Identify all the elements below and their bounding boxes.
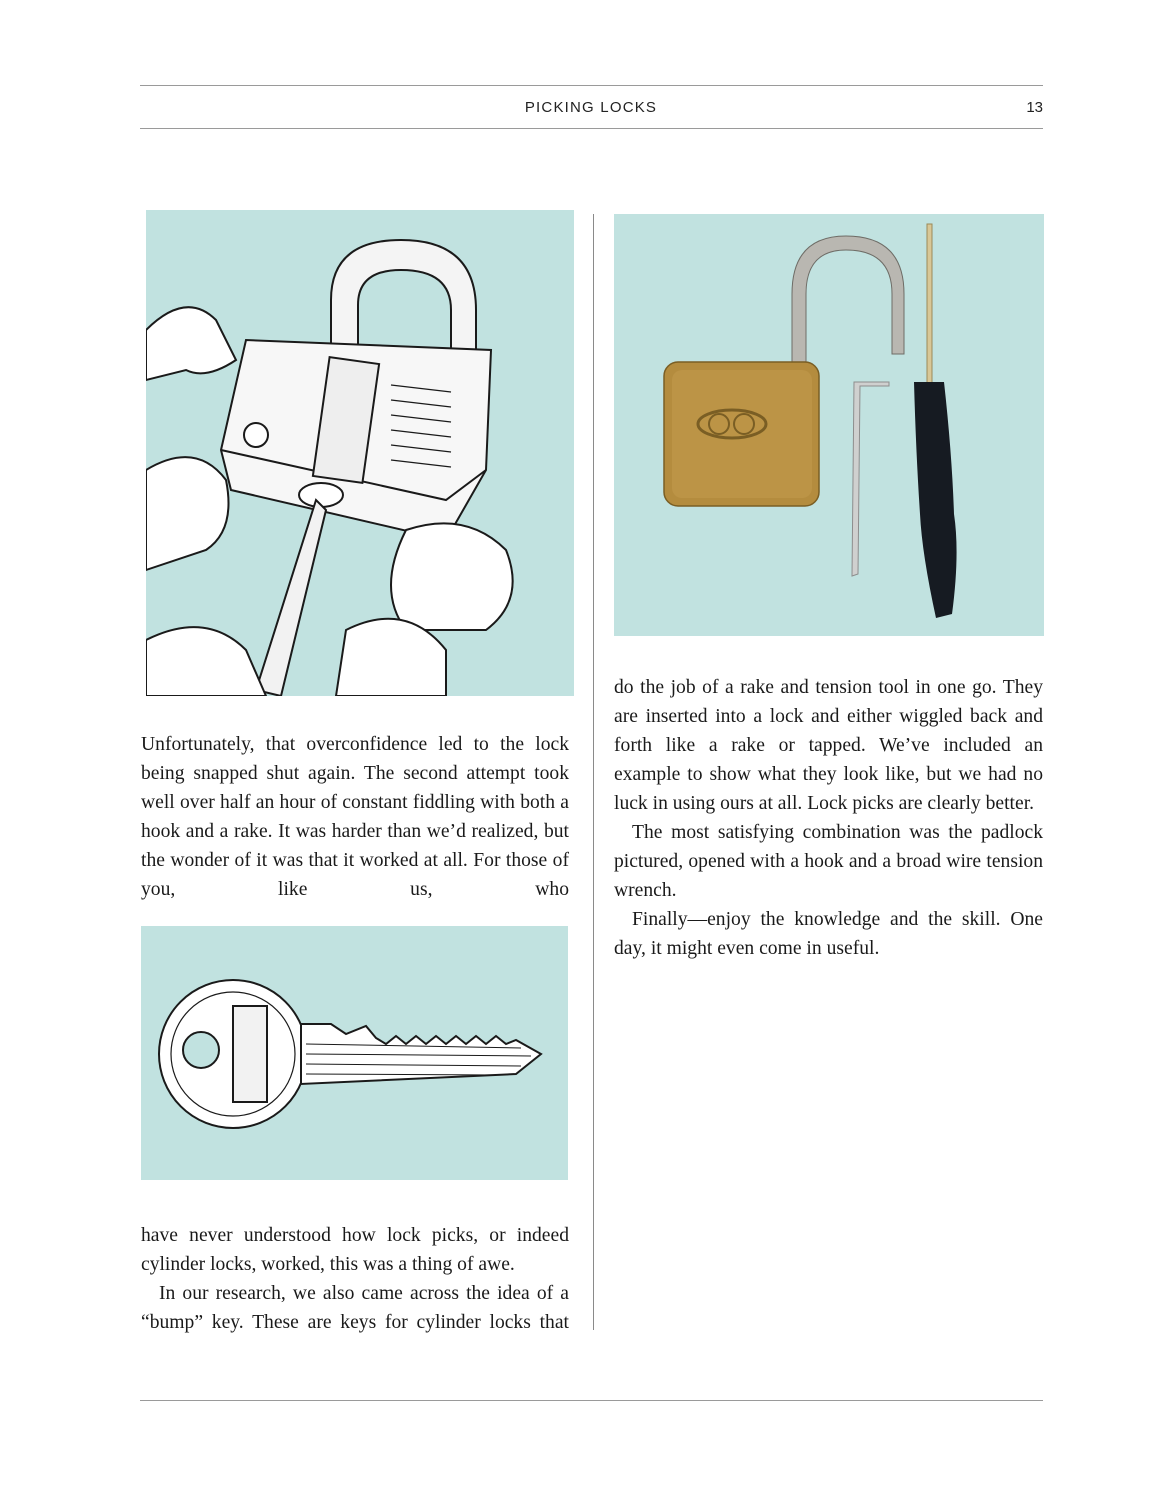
footer-rule (140, 1400, 1043, 1401)
paragraph-finally: Finally—enjoy the knowledge and the skill. One day, it might even come in useful. (614, 909, 1043, 959)
padlock-and-tools-photo (614, 214, 1044, 636)
paragraph-awe: have never understood how lock picks, or indeed cylinder locks, worked, this was a thing of awe. (141, 1225, 569, 1275)
header-top-rule (140, 85, 1043, 86)
padlock-picking-illustration (146, 210, 574, 696)
column-divider (593, 214, 594, 1330)
left-column-upper-text (141, 730, 569, 904)
bump-key-drawing (141, 926, 568, 1180)
paragraph-bump-key: In our research, we also came across the idea of a “bump” key. These are keys for cylinder locks that (141, 1283, 569, 1333)
paragraph-satisfying-combination: The most satisfying combination was the padlock pictured, opened with a hook and a broad wire tension wrench. (614, 822, 1043, 901)
header-bottom-rule (140, 128, 1043, 129)
running-title: PICKING LOCKS (524, 99, 658, 116)
left-column-lower-text (141, 1221, 569, 1337)
page-number: 13 (1026, 99, 1043, 116)
paragraph-rake-tension: do the job of a rake and tension tool in one go. They are inserted into a lock and either wiggled back and forth like a rake or tapped. We’ve included an example to show what they look like, but we had no luck in using ours at all. Lock picks are clearly better. (614, 677, 1043, 814)
hands-padlock-drawing (146, 210, 574, 696)
key-illustration (141, 926, 568, 1180)
padlock-tools-picture (614, 214, 1044, 636)
paragraph-overconfidence: Unfortunately, that overconfidence led to the lock being snapped shut again. The second attempt took well over half an hour of constant fiddling with both a hook and a rake. It was harder than we’d realized, but the wonder of it was that it worked at all. For those of you, like us, who (141, 734, 569, 900)
right-column-text (614, 673, 1043, 963)
